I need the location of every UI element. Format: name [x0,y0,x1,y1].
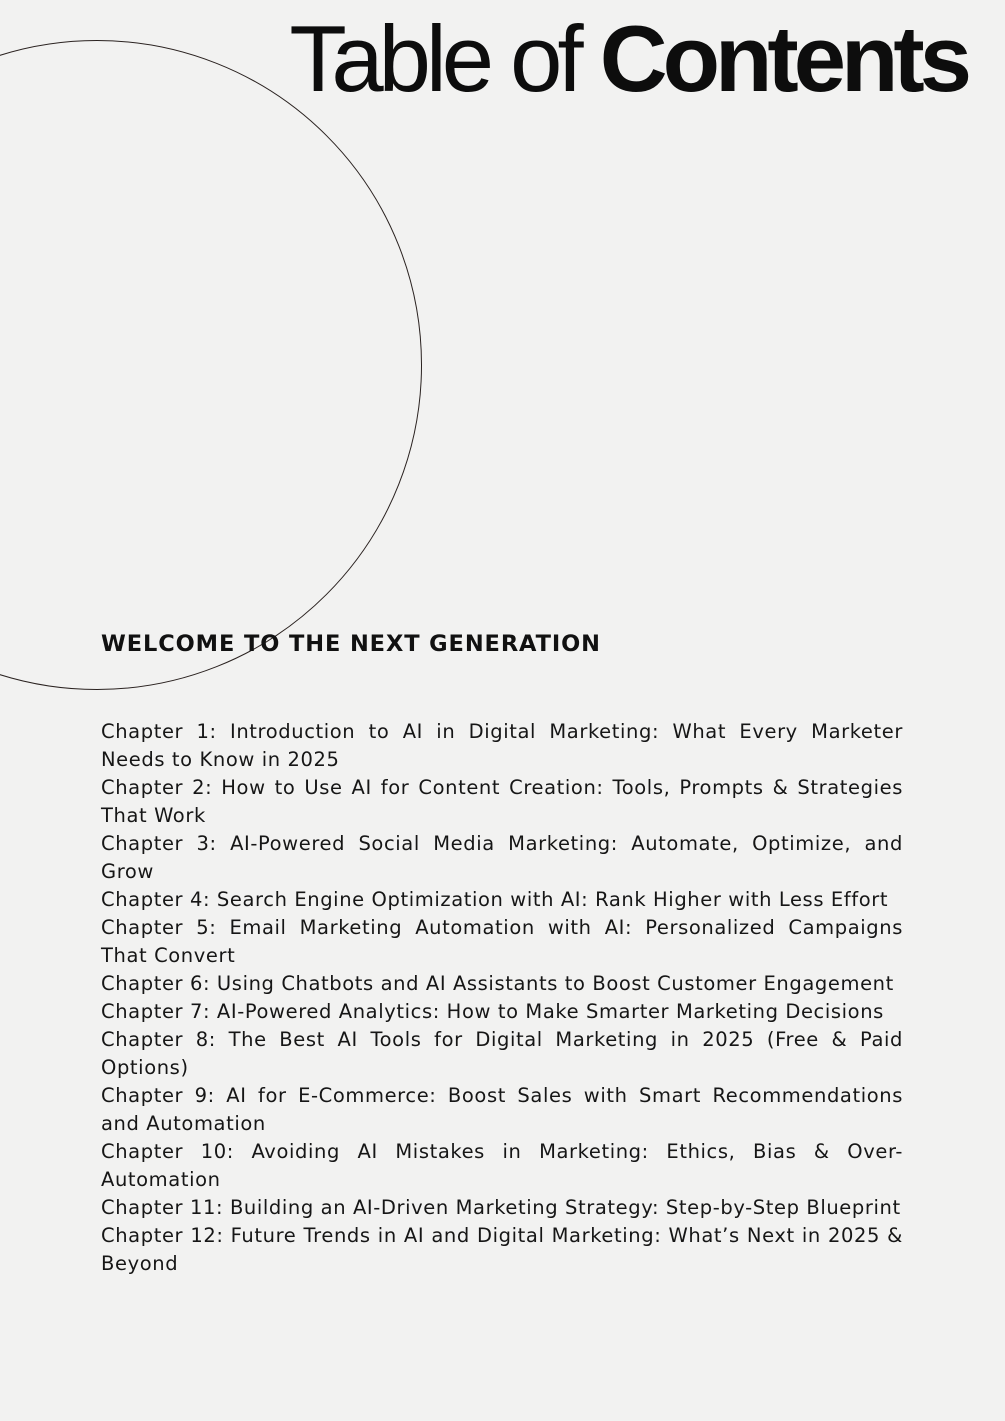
chapter-list [101,718,903,1278]
chapter-item-5: Chapter 5: Email Marketing Automation with AI: Personalized Campaigns That Convert [101,916,903,967]
chapter-item-6: Chapter 6: Using Chatbots and AI Assistants to Boost Customer Engagement [101,972,894,995]
chapter-item-2: Chapter 2: How to Use AI for Content Creation: Tools, Prompts & Strategies That Work [101,776,903,827]
chapter-item-4: Chapter 4: Search Engine Optimization with AI: Rank Higher with Less Effort [101,888,889,911]
chapter-item-9: Chapter 9: AI for E-Commerce: Boost Sales with Smart Recommendations and Automation [101,1084,903,1135]
title-light-part: Table of [289,6,600,111]
chapter-item-3: Chapter 3: AI-Powered Social Media Marketing: Automate, Optimize, and Grow [101,832,903,883]
chapter-item-8: Chapter 8: The Best AI Tools for Digital Marketing in 2025 (Free & Paid Options) [101,1028,903,1079]
page-title [289,6,967,111]
section-subtitle: WELCOME TO THE NEXT GENERATION [101,631,601,657]
title-bold-part: Contents [599,6,967,111]
chapter-item-12: Chapter 12: Future Trends in AI and Digital Marketing: What’s Next in 2025 & Beyond [101,1224,903,1275]
chapter-item-7: Chapter 7: AI-Powered Analytics: How to Make Smarter Marketing Decisions [101,1000,884,1023]
decorative-circle [0,40,422,690]
chapter-item-1: Chapter 1: Introduction to AI in Digital Marketing: What Every Marketer Needs to Know in 2025 [101,720,903,771]
chapter-item-10: Chapter 10: Avoiding AI Mistakes in Marketing: Ethics, Bias & Over-Automation [101,1140,903,1191]
chapter-item-11: Chapter 11: Building an AI-Driven Marketing Strategy: Step-by-Step Blueprint [101,1196,901,1219]
